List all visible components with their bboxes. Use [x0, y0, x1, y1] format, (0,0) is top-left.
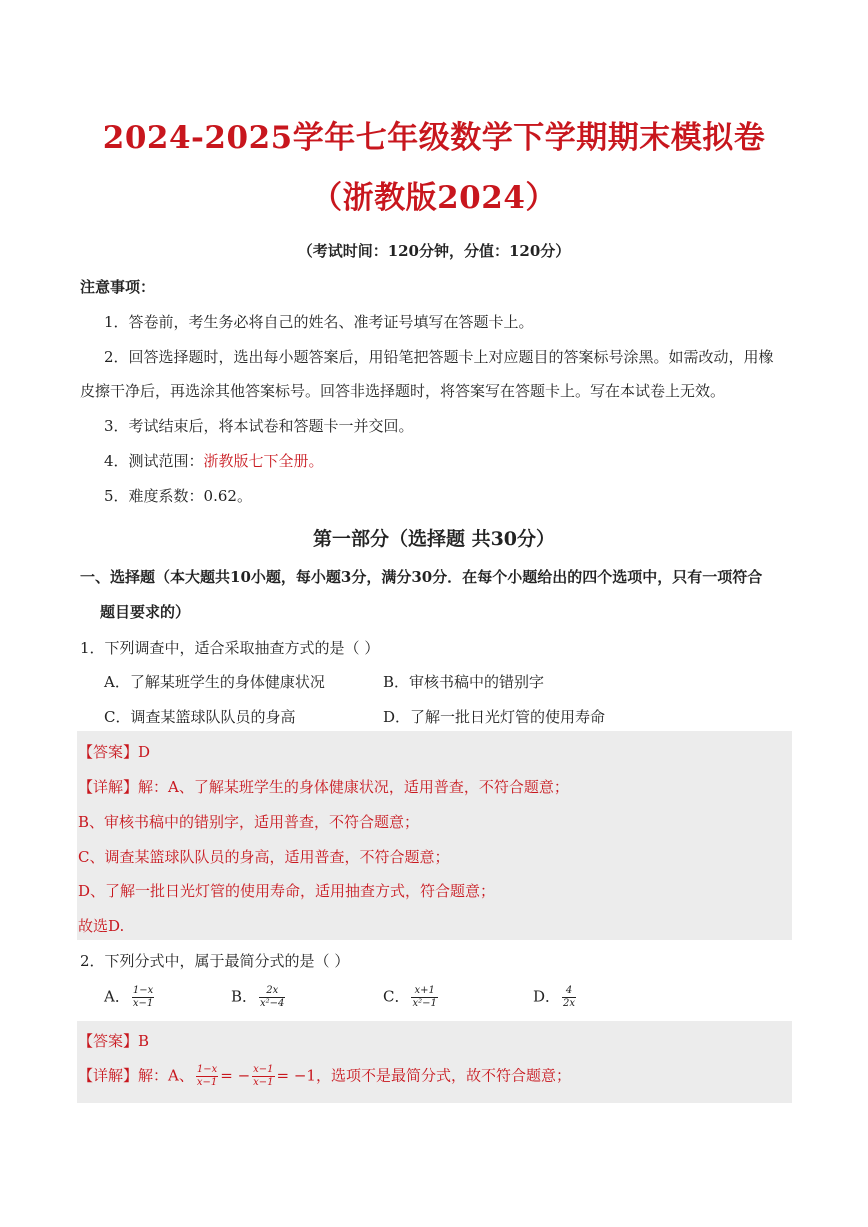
- q2-detail-suffix: ，选项不是最简分式，故不符合题意；: [315, 1066, 571, 1085]
- q2-option-b: [231, 985, 287, 1010]
- q1-detail-5: 故选D.: [78, 917, 125, 935]
- q2-option-a: [104, 985, 156, 1010]
- q2-detail-equals-2: = −1: [276, 1066, 316, 1085]
- fraction-denominator: x−1: [196, 1077, 218, 1088]
- fraction-denominator: x−1: [253, 1077, 274, 1088]
- q1-option-d: D．了解一批日光灯管的使用寿命: [383, 708, 606, 726]
- q2-option-d-label: D．: [533, 987, 561, 1006]
- q1-option-a: A．了解某班学生的身体健康状况: [104, 673, 325, 691]
- q2-detail-prefix: 【详解】解：A、: [78, 1066, 194, 1085]
- fraction-numerator: 4: [562, 985, 576, 998]
- notes-item-4-value: 浙教版七下全册。: [203, 452, 324, 470]
- notes-item-4: [104, 450, 324, 471]
- q1-answer-box: [77, 731, 792, 940]
- q2-option-d: [533, 985, 578, 1010]
- q2-option-c: [383, 985, 440, 1010]
- q2-stem: 2．下列分式中，属于最简分式的是（ ）: [80, 952, 350, 970]
- q1-detail-2: B、审核书稿中的错别字，适用普查，不符合题意；: [78, 813, 420, 831]
- notes-item-5: 5．难度系数：0.62。: [104, 487, 252, 505]
- fraction-denominator: x²−1: [412, 998, 437, 1009]
- q1-detail-1: 【详解】解：A、了解某班学生的身体健康状况，适用普查，不符合题意；: [78, 778, 569, 796]
- q1-detail-3: C、调查某篮球队队员的身高，适用普查，不符合题意；: [78, 848, 450, 866]
- q1-answer: 【答案】D: [78, 743, 151, 761]
- q2-option-a-label: A．: [104, 987, 130, 1006]
- fraction-numerator: 1−x: [132, 985, 154, 996]
- q2-option-c-fraction: [411, 985, 437, 1010]
- q2-answer-box: [77, 1021, 792, 1103]
- section-intro-line-1: 一、选择题（本大题共10小题，每小题3分，满分30分．在每个小题给出的四个选项中，只有一项符合: [80, 568, 763, 586]
- q1-stem: 1．下列调查中，适合采取抽查方式的是（ ）: [80, 639, 380, 657]
- section-title: 第一部分（选择题 共30分）: [312, 528, 556, 550]
- fraction-numerator: 1−x: [196, 1064, 218, 1075]
- q2-detail-equals-1: = −: [220, 1066, 251, 1085]
- page-title: 2024-2025学年七年级数学下学期期末模拟卷: [102, 120, 766, 156]
- fraction-numerator: x+1: [411, 985, 437, 998]
- exam-info: （考试时间：120分钟，分值：120分）: [297, 242, 571, 260]
- q2-detail-1: [78, 1064, 571, 1089]
- q1-option-b: B．审核书稿中的错别字: [383, 673, 545, 691]
- fraction-numerator: x−1: [253, 1064, 274, 1075]
- section-intro-line-2: 题目要求的）: [100, 603, 191, 621]
- notes-item-1: 1．答卷前，考生务必将自己的姓名、准考证号填写在答题卡上。: [104, 313, 534, 331]
- q2-option-b-fraction: [259, 985, 285, 1010]
- notes-heading: 注意事项：: [80, 278, 156, 296]
- fraction-denominator: 2x: [563, 998, 576, 1009]
- q2-option-c-label: C．: [383, 987, 410, 1006]
- q2-option-b-label: B．: [231, 987, 258, 1006]
- fraction-numerator: 2x: [259, 985, 285, 998]
- notes-item-2-line-1: 2．回答选择题时，选出每小题答案后，用铅笔把答题卡上对应题目的答案标号涂黑。如需改动，用橡: [104, 348, 774, 366]
- q2-detail-fraction-2: [252, 1064, 274, 1089]
- q1-option-c: C．调查某篮球队队员的身高: [104, 708, 296, 726]
- q1-detail-4: D、了解一批日光灯管的使用寿命，适用抽查方式，符合题意；: [78, 882, 496, 900]
- fraction-denominator: x²−4: [260, 998, 285, 1009]
- q2-option-d-fraction: [562, 985, 576, 1010]
- q2-answer: 【答案】B: [78, 1032, 150, 1050]
- notes-item-2-line-2: 皮擦干净后，再选涂其他答案标号。回答非选择题时，将答案写在答题卡上。写在本试卷上无效。: [80, 382, 726, 400]
- notes-item-3: 3．考试结束后，将本试卷和答题卡一并交回。: [104, 417, 414, 435]
- q2-option-a-fraction: [132, 985, 154, 1010]
- q2-detail-fraction-1: [196, 1064, 218, 1089]
- fraction-denominator: x−1: [132, 998, 154, 1009]
- page-subtitle: （浙教版2024）: [311, 180, 557, 216]
- notes-item-4-prefix: 4．测试范围：: [104, 452, 204, 470]
